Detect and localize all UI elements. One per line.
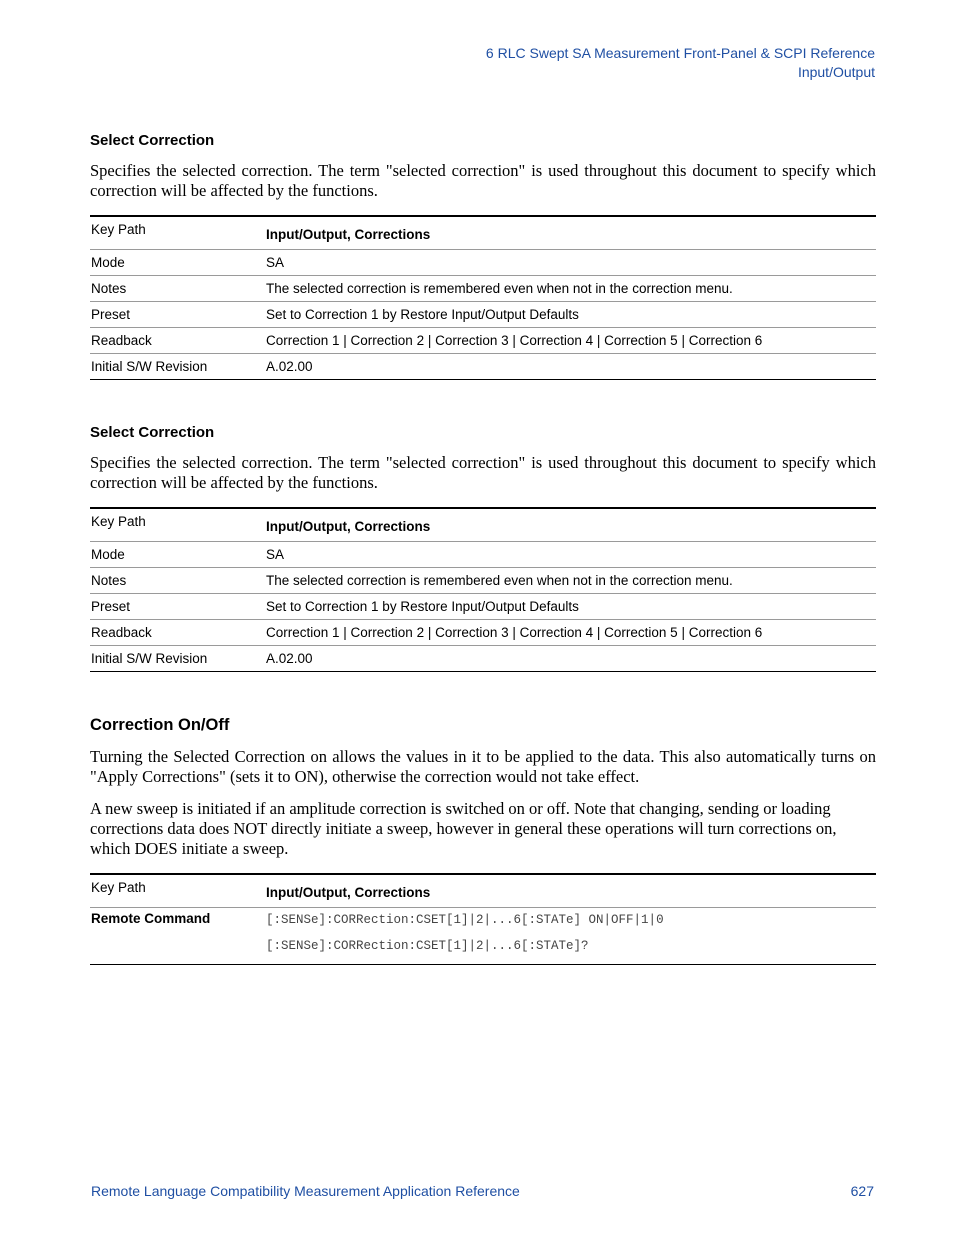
row-value: SA (265, 250, 876, 276)
row-value: A.02.00 (265, 646, 876, 672)
chapter-title: 6 RLC Swept SA Measurement Front-Panel & SCPI Reference (485, 45, 875, 61)
key-path-value: Input/Output, Corrections (266, 519, 431, 534)
section-select-correction-2 (90, 424, 876, 672)
section-select-correction-1 (90, 132, 876, 380)
row-label: Readback (90, 328, 265, 354)
row-value: SA (265, 542, 876, 568)
row-value: Set to Correction 1 by Restore Input/Output Defaults (265, 594, 876, 620)
key-path-label: Key Path (91, 514, 146, 529)
remote-command-set: [:SENSe]:CORRection:CSET[1]|2|...6[:STATe] ON|OFF|1|0 (266, 913, 664, 927)
footer-title: Remote Language Compatibility Measurement Application Reference (91, 1183, 520, 1199)
row-value: A.02.00 (265, 354, 876, 380)
section-heading: Correction On/Off (90, 716, 230, 734)
key-path-value: Input/Output, Corrections (266, 885, 431, 900)
reference-table (90, 215, 876, 380)
section-title: Input/Output (797, 64, 875, 80)
row-label: Initial S/W Revision (90, 354, 265, 380)
row-value: Correction 1 | Correction 2 | Correction 3 | Correction 4 | Correction 5 | Correction 6 (265, 620, 876, 646)
row-value: Set to Correction 1 by Restore Input/Output Defaults (265, 302, 876, 328)
page-number: 627 (850, 1183, 874, 1199)
key-path-value: Input/Output, Corrections (266, 227, 431, 242)
row-label: Notes (90, 276, 265, 302)
reference-table (90, 507, 876, 672)
paragraph: Specifies the selected correction. The term "selected correction" is used throughout this document to specify which correction will be affected by the functions. (90, 453, 876, 492)
paragraph: Specifies the selected correction. The term "selected correction" is used throughout this document to specify which correction will be affected by the functions. (90, 161, 876, 200)
running-header (486, 44, 875, 82)
row-value: Correction 1 | Correction 2 | Correction 3 | Correction 4 | Correction 5 | Correction 6 (265, 328, 876, 354)
section-heading: Select Correction (90, 132, 215, 149)
row-label: Preset (90, 302, 265, 328)
row-label: Mode (90, 250, 265, 276)
row-label: Notes (90, 568, 265, 594)
key-path-label: Key Path (91, 222, 146, 237)
remote-command-label: Remote Command (90, 908, 265, 965)
row-label: Readback (90, 620, 265, 646)
section-correction-on-off (90, 716, 876, 965)
row-value: The selected correction is remembered even when not in the correction menu. (265, 276, 876, 302)
row-value: The selected correction is remembered even when not in the correction menu. (265, 568, 876, 594)
paragraph: Turning the Selected Correction on allows the values in it to be applied to the data. This also automatically turns on "Apply Corrections" (sets it to ON), otherwise the correction would not take effect. (90, 747, 876, 786)
row-label: Mode (90, 542, 265, 568)
paragraph: A new sweep is initiated if an amplitude correction is switched on or off. Note that changing, sending or loading corrections data does NOT directly initiate a sweep, however in general these operations will turn corrections on, which DOES initiate a sweep. (90, 799, 837, 858)
remote-command-query: [:SENSe]:CORRection:CSET[1]|2|...6[:STATe]? (266, 939, 589, 953)
row-label: Preset (90, 594, 265, 620)
section-heading: Select Correction (90, 424, 215, 441)
reference-table (90, 873, 876, 965)
row-label: Initial S/W Revision (90, 646, 265, 672)
key-path-label: Key Path (91, 880, 146, 895)
